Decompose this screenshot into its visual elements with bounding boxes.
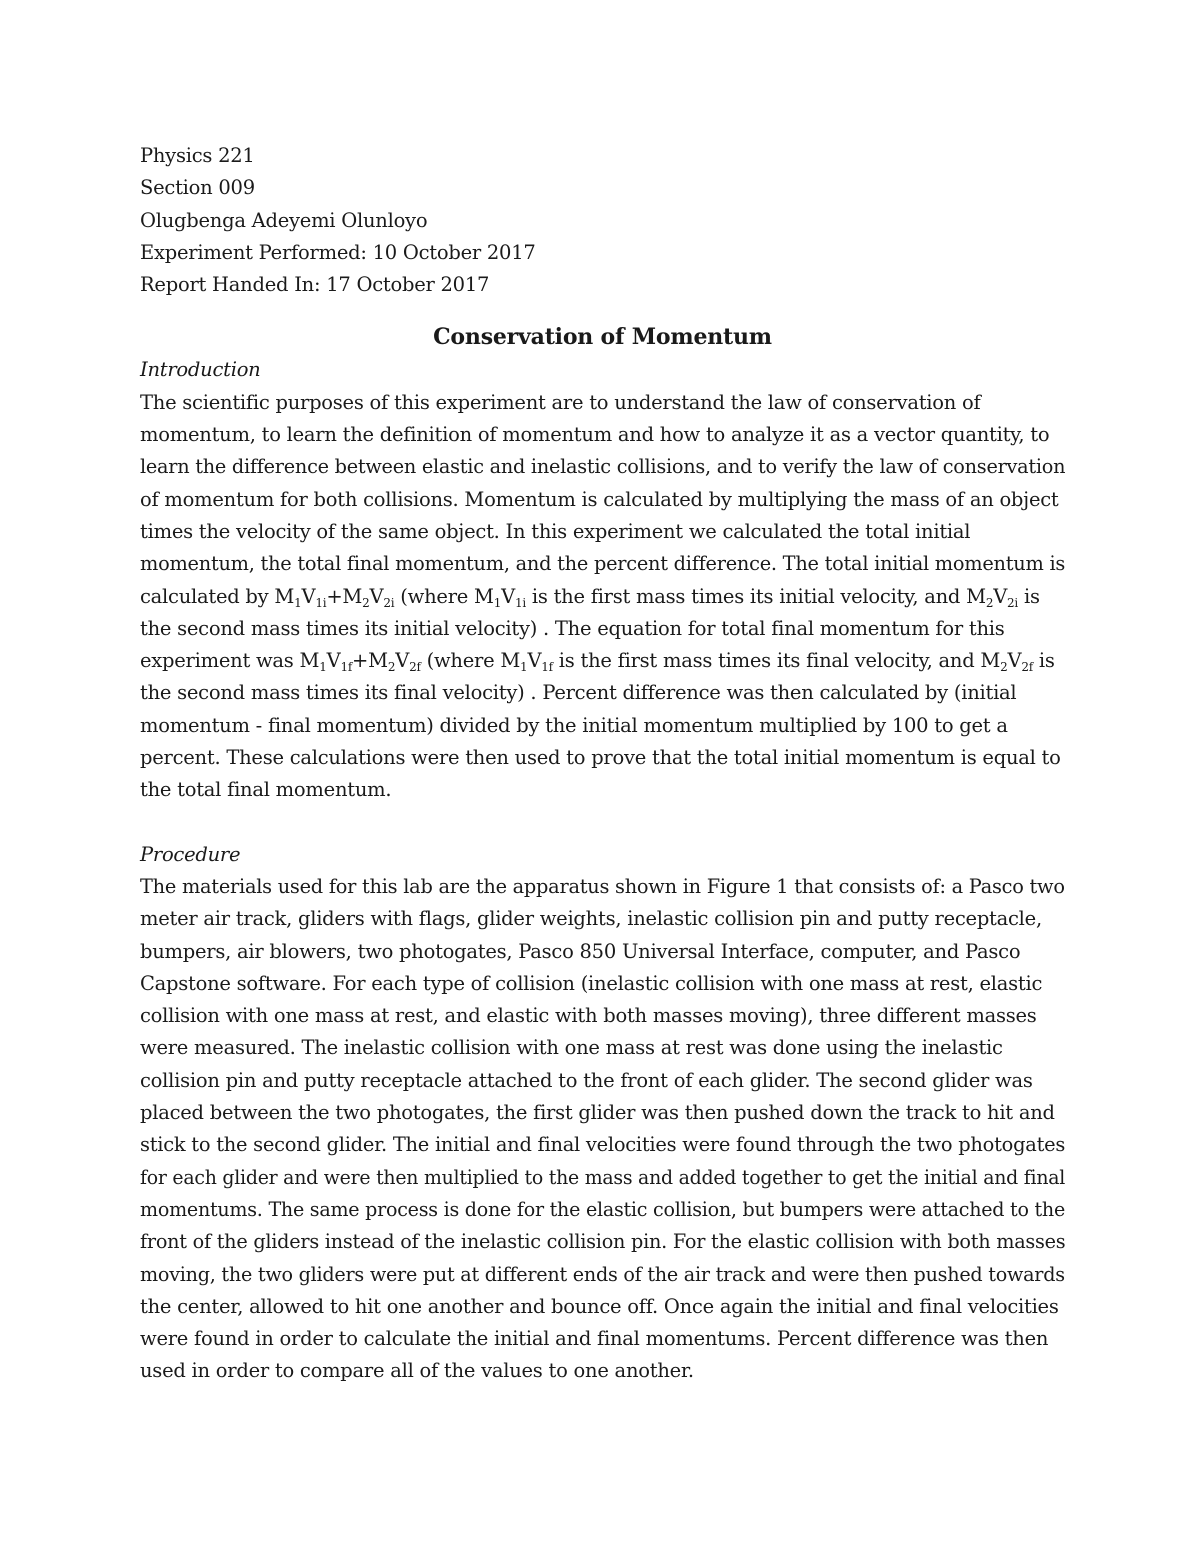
paragraph-line: collision pin and putty receptacle attached to the front of each glider. The second glider was xyxy=(140,1068,1033,1092)
author-name: Olugbenga Adeyemi Olunloyo xyxy=(140,208,428,232)
paragraph-line: The scientific purposes of this experiment are to understand the law of conservation of xyxy=(140,390,981,414)
experiment-date: Experiment Performed: 10 October 2017 xyxy=(140,240,536,264)
paragraph-line: meter air track, gliders with flags, glider weights, inelastic collision pin and putty receptacle, xyxy=(140,907,1042,931)
paragraph-line: the total final momentum. xyxy=(140,778,392,802)
section-number: Section 009 xyxy=(140,176,255,200)
paragraph-line-initial-momentum-formula: calculated by $M_1V_{1i}+M_2V_{2i}$ (where $M_1V_{1i}$ is the first mass times its initial velocity, and $M_2V_{2i}$ is xyxy=(140,584,1040,610)
paragraph-line: learn the difference between elastic and inelastic collisions, and to verify the law of conservation xyxy=(140,455,1066,479)
paragraph-line: times the velocity of the same object. In this experiment we calculated the total initial xyxy=(140,519,971,543)
handed-in-date: Report Handed In: 17 October 2017 xyxy=(140,273,490,297)
paragraph-line: the second mass times its final velocity) . Percent difference was then calculated by (initial xyxy=(140,681,1017,705)
report-header xyxy=(140,140,1065,301)
paragraph-line: the center, allowed to hit one another and bounce off. Once again the initial and final velocities xyxy=(140,1294,1059,1318)
paragraph-line: collision with one mass at rest, and elastic with both masses moving), three different masses xyxy=(140,1004,1037,1028)
introduction-heading: Introduction xyxy=(140,358,261,382)
document-page xyxy=(140,140,1065,1388)
paragraph-line: stick to the second glider. The initial and final velocities were found through the two photogates xyxy=(140,1133,1066,1157)
paragraph-line: momentum, to learn the definition of momentum and how to analyze it as a vector quantity, to xyxy=(140,423,1050,447)
paragraph-line: used in order to compare all of the values to one another. xyxy=(140,1359,694,1383)
section-spacer xyxy=(140,807,1065,839)
paragraph-line: for each glider and were then multiplied to the mass and added together to get the initial and final xyxy=(140,1165,1066,1189)
paragraph-line: were measured. The inelastic collision with one mass at rest was done using the inelastic xyxy=(140,1036,1003,1060)
introduction-body xyxy=(140,387,1065,807)
paragraph-line: the second mass times its initial velocity) . The equation for total final momentum for this xyxy=(140,616,1005,640)
paragraph-line: bumpers, air blowers, two photogates, Pasco 850 Universal Interface, computer, and Pasco xyxy=(140,939,1021,963)
paragraph-line: momentums. The same process is done for the elastic collision, but bumpers were attached to the xyxy=(140,1197,1066,1221)
document-title: Conservation of Momentum xyxy=(433,324,772,351)
paragraph-line: The materials used for this lab are the apparatus shown in Figure 1 that consists of: a Pasco two xyxy=(140,874,1065,898)
paragraph-line-final-momentum-formula: experiment was $M_1V_{1f}+M_2V_{2f}$ (where $M_1V_{1f}$ is the first mass times its final velocity, and $M_2V_{2f}$ is xyxy=(140,649,1055,675)
paragraph-line: placed between the two photogates, the first glider was then pushed down the track to hit and xyxy=(140,1101,1055,1125)
paragraph-line: Capstone software. For each type of collision (inelastic collision with one mass at rest, elastic xyxy=(140,971,1043,995)
paragraph-line: were found in order to calculate the initial and final momentums. Percent difference was then xyxy=(140,1327,1049,1351)
paragraph-line: percent. These calculations were then used to prove that the total initial momentum is equal to xyxy=(140,746,1061,770)
course-name: Physics 221 xyxy=(140,144,255,167)
paragraph-line: momentum, the total final momentum, and the percent difference. The total initial momentum is xyxy=(140,552,1066,576)
paragraph-line: momentum - final momentum) divided by the initial momentum multiplied by 100 to get a xyxy=(140,713,1008,737)
procedure-body xyxy=(140,871,1065,1388)
paragraph-line: moving, the two gliders were put at different ends of the air track and were then pushed towards xyxy=(140,1262,1065,1286)
paragraph-line: front of the gliders instead of the inelastic collision pin. For the elastic collision with both masses xyxy=(140,1230,1066,1254)
procedure-heading: Procedure xyxy=(140,842,241,866)
paragraph-line: of momentum for both collisions. Momentum is calculated by multiplying the mass of an object xyxy=(140,487,1059,511)
